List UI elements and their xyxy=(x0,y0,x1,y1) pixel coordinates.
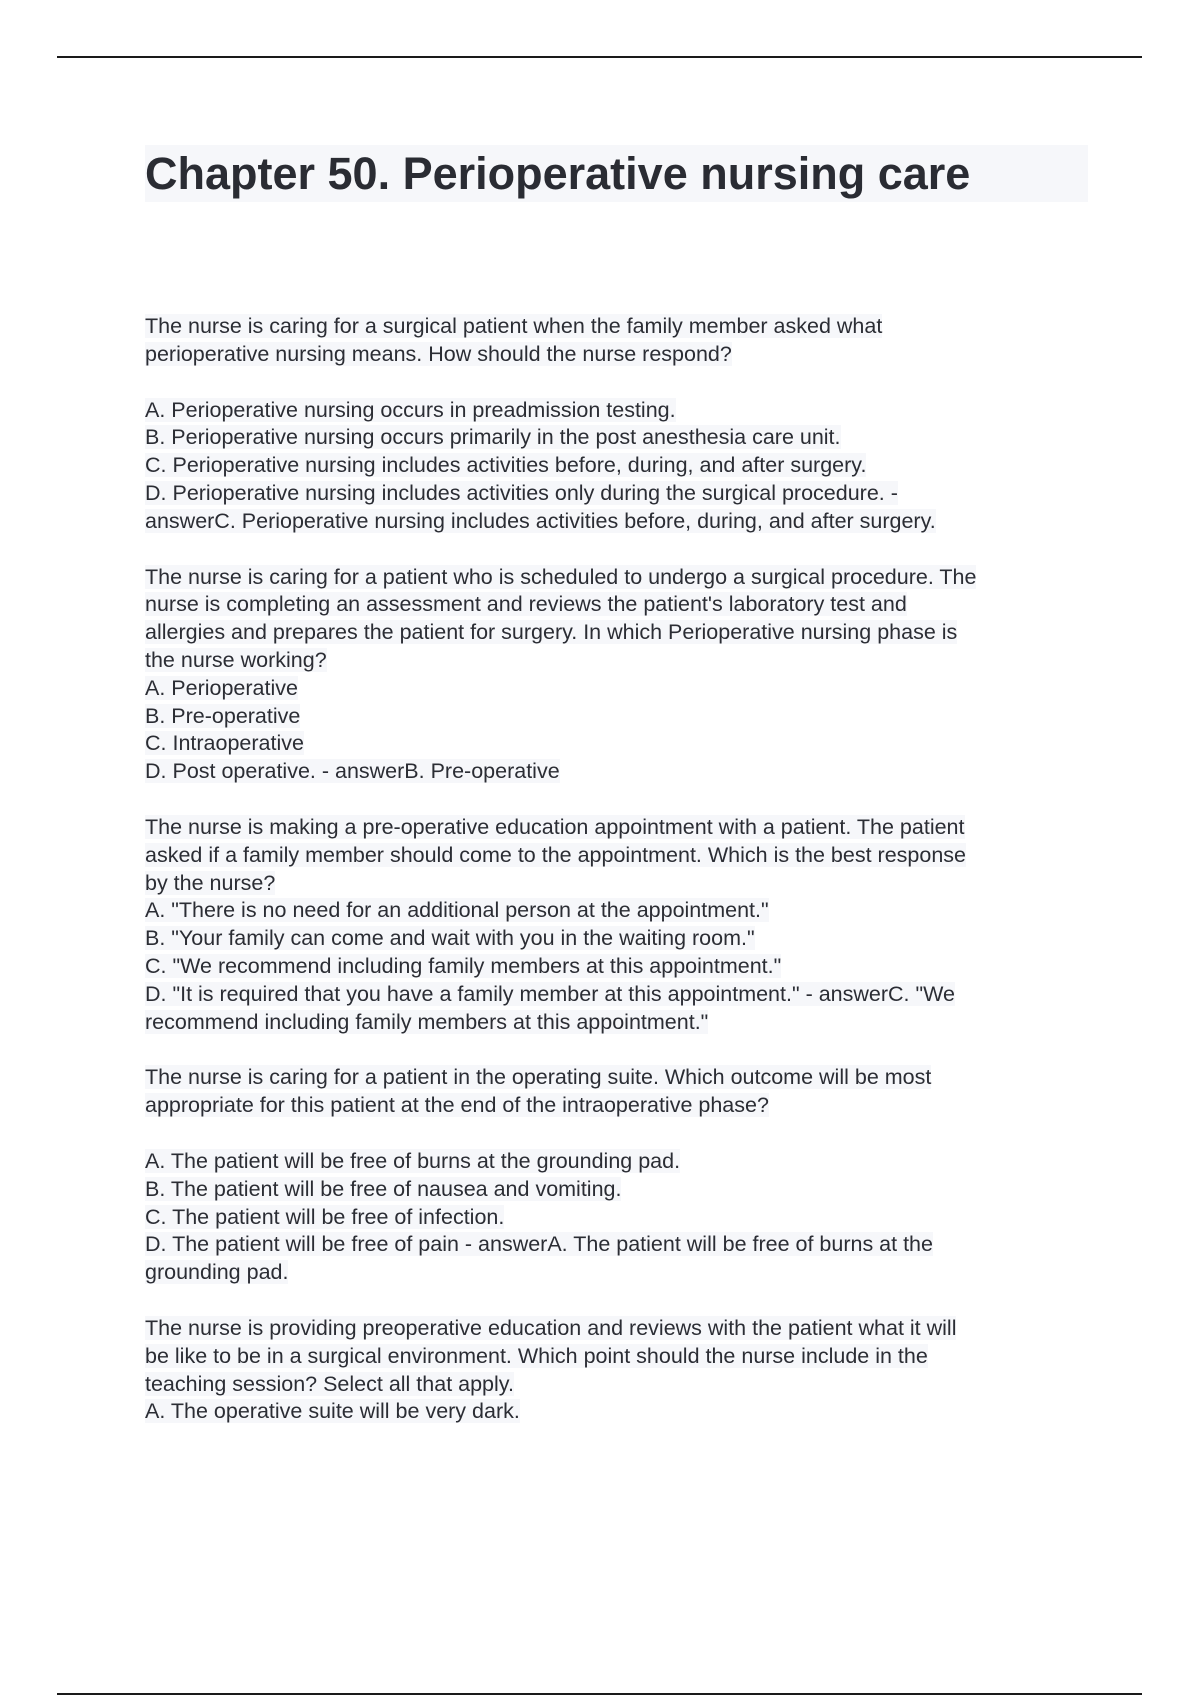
option-line: C. Intraoperative xyxy=(145,731,304,756)
option-line: A. Perioperative xyxy=(145,675,298,700)
question-line: by the nurse? xyxy=(145,870,276,895)
question-line: The nurse is providing preoperative education and reviews with the patient what it will xyxy=(145,1315,957,1340)
question-line: The nurse is making a pre-operative education appointment with a patient. The patient xyxy=(145,814,965,839)
option-line: B. Pre-operative xyxy=(145,703,301,728)
option-line: C. "We recommend including family members at this appointment." xyxy=(145,953,782,978)
bottom-rule xyxy=(57,1693,1142,1695)
document-body xyxy=(145,313,1085,1426)
question-block xyxy=(145,814,1085,1036)
question-block xyxy=(145,313,1085,536)
question-line: perioperative nursing means. How should the nurse respond? xyxy=(145,341,732,366)
question-line: nurse is completing an assessment and reviews the patient's laboratory test and xyxy=(145,592,907,617)
question-line: The nurse is caring for a patient who is scheduled to undergo a surgical procedure. The xyxy=(145,564,977,589)
option-line: A. "There is no need for an additional person at the appointment." xyxy=(145,898,769,923)
option-line: C. The patient will be free of infection. xyxy=(145,1204,505,1229)
option-line: A. The patient will be free of burns at the grounding pad. xyxy=(145,1148,681,1173)
question-line: the nurse working? xyxy=(145,647,327,672)
option-line: A. The operative suite will be very dark. xyxy=(145,1399,520,1424)
question-block xyxy=(145,564,1085,786)
question-block xyxy=(145,1064,1085,1287)
question-line: The nurse is caring for a patient in the operating suite. Which outcome will be most xyxy=(145,1065,932,1090)
question-line: appropriate for this patient at the end of the intraoperative phase? xyxy=(145,1093,769,1118)
page-title: Chapter 50. Perioperative nursing care xyxy=(145,145,1088,202)
option-line: D. Perioperative nursing includes activities only during the surgical procedure. - xyxy=(145,480,898,505)
option-line: C. Perioperative nursing includes activities before, during, and after surgery. xyxy=(145,453,867,478)
question-line: allergies and prepares the patient for surgery. In which Perioperative nursing phase is xyxy=(145,620,958,645)
answer-line: answerC. Perioperative nursing includes activities before, during, and after surgery. xyxy=(145,508,936,533)
option-line: B. "Your family can come and wait with you in the waiting room." xyxy=(145,926,755,951)
question-line: teaching session? Select all that apply. xyxy=(145,1371,514,1396)
option-line: A. Perioperative nursing occurs in preadmission testing. xyxy=(145,397,676,422)
question-block xyxy=(145,1315,1085,1426)
option-line: B. Perioperative nursing occurs primarily in the post anesthesia care unit. xyxy=(145,425,841,450)
question-line: asked if a family member should come to the appointment. Which is the best response xyxy=(145,842,966,867)
option-line: D. The patient will be free of pain - answerA. The patient will be free of burns at the xyxy=(145,1232,933,1257)
question-line: The nurse is caring for a surgical patient when the family member asked what xyxy=(145,314,883,338)
answer-line: recommend including family members at this appointment." xyxy=(145,1009,709,1034)
top-rule xyxy=(57,56,1142,58)
question-line: be like to be in a surgical environment. Which point should the nurse include in the xyxy=(145,1343,928,1368)
answer-line: grounding pad. xyxy=(145,1260,289,1285)
option-line: D. "It is required that you have a family member at this appointment." - answerC. "We xyxy=(145,981,955,1006)
option-line: B. The patient will be free of nausea and vomiting. xyxy=(145,1176,622,1201)
answer-line: D. Post operative. - answerB. Pre-operative xyxy=(145,759,560,784)
